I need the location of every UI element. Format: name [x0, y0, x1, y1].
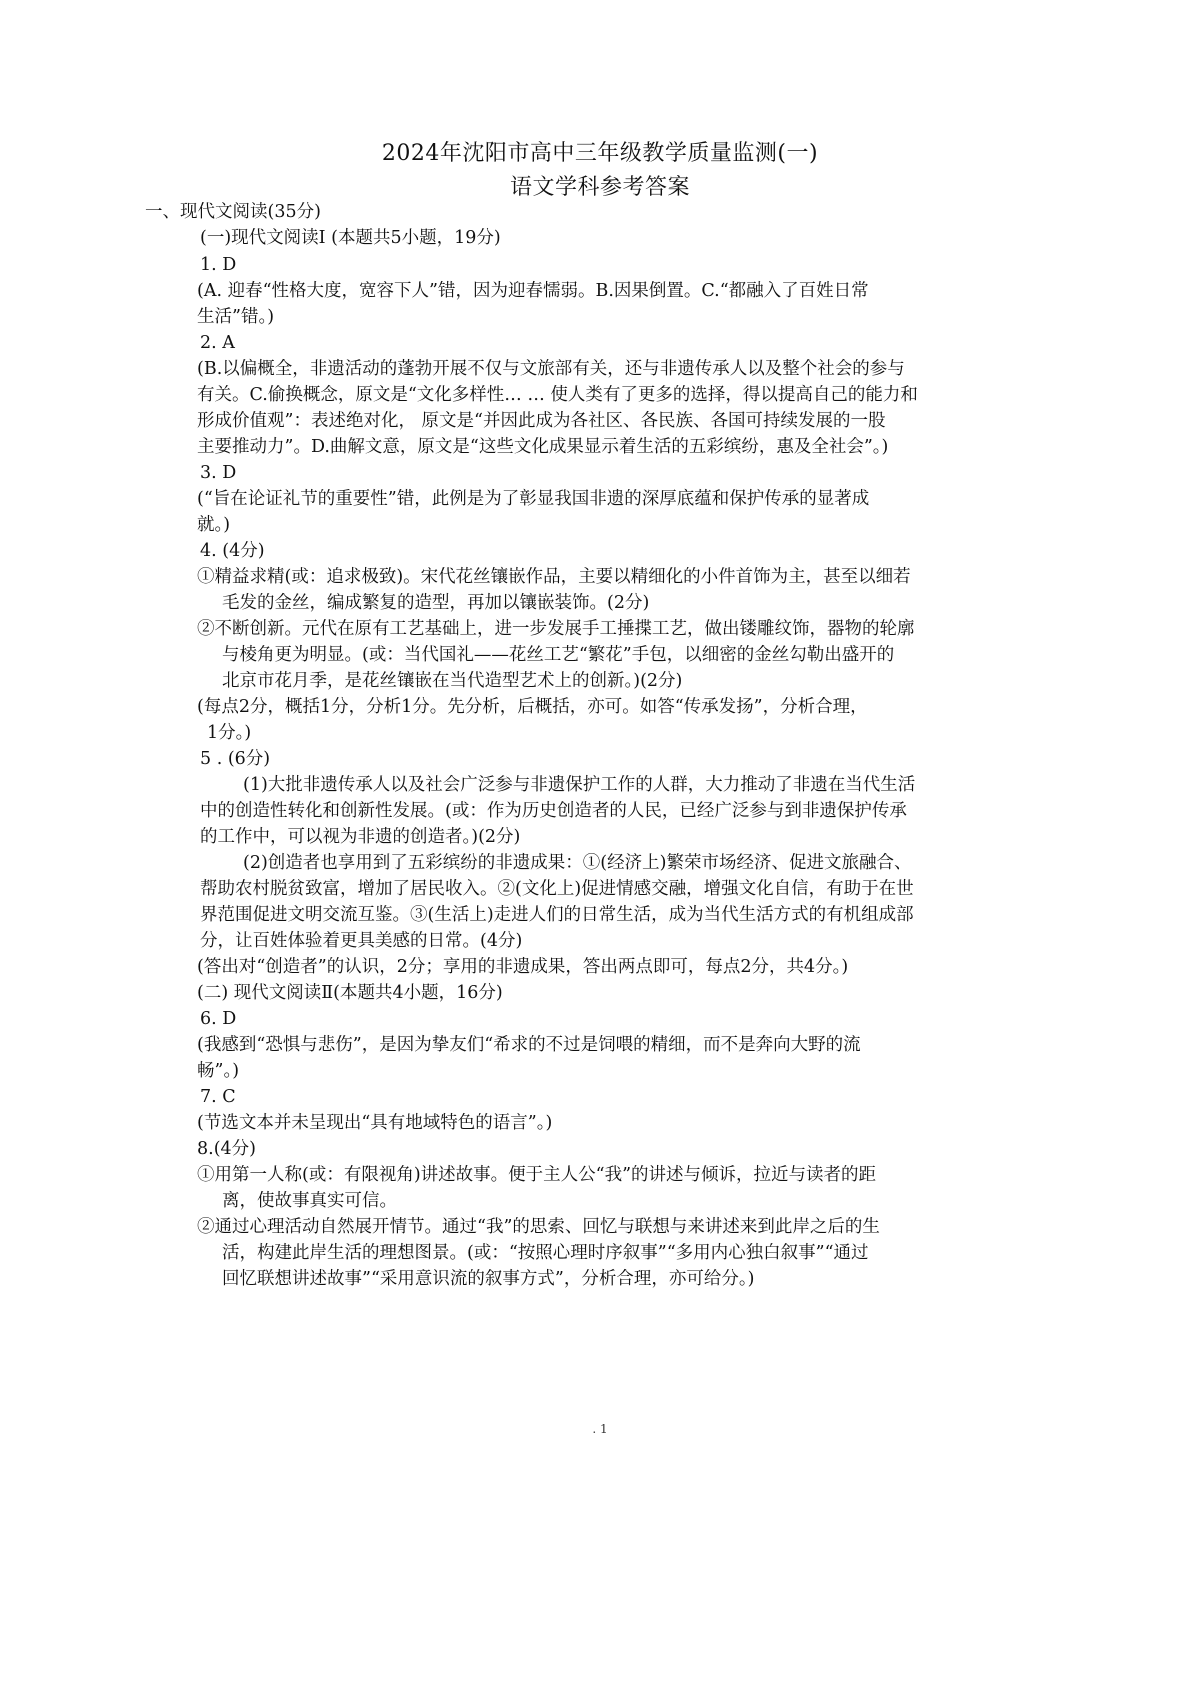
explanation-line: 回忆联想讲述故事”“采用意识流的叙事方式”，分析合理，亦可给分。): [222, 1269, 755, 1289]
explanation-line: 帮助农村脱贫致富，增加了居民收入。②(文化上)促进情感交融，增强文化自信，有助于在世: [200, 879, 914, 899]
explanation-line: (我感到“恐惧与悲伤”，是因为挚友们“希求的不过是饲喂的精细，而不是奔向大野的流: [197, 1035, 861, 1055]
answer-line: 3. D: [200, 463, 237, 483]
page-number: . 1: [592, 1422, 608, 1436]
explanation-line: 与棱角更为明显。(或：当代国礼——花丝工艺“繁花”手包，以细密的金丝勾勒出盛开的: [222, 645, 895, 665]
explanation-line: 离，使故事真实可信。: [222, 1191, 397, 1211]
explanation-line: 界范围促进文明交流互鉴。③(生活上)走进人们的日常生活，成为当代生活方式的有机组成部: [200, 905, 914, 925]
explanation-line: ①用第一人称(或：有限视角)讲述故事。便于主人公“我”的讲述与倾诉，拉近与读者的距: [197, 1165, 877, 1185]
answer-line: 6. D: [200, 1009, 237, 1029]
explanation-line: 有关。C.偷换概念，原文是“文化多样性… … 使人类有了更多的选择，得以提高自己的能力和: [197, 385, 918, 405]
answer-line: 1. D: [200, 255, 237, 275]
explanation-line: 中的创造性转化和创新性发展。(或：作为历史创造者的人民，已经广泛参与到非遗保护传承: [200, 801, 907, 821]
document-title: 2024年沈阳市高中三年级教学质量监测(一): [381, 141, 819, 166]
explanation-line: ①精益求精(或：追求极致)。宋代花丝镶嵌作品，主要以精细化的小件首饰为主，甚至以细若: [197, 567, 911, 587]
document-subtitle: 语文学科参考答案: [509, 175, 690, 200]
explanation-line: 的工作中，可以视为非遗的创造者。)(2分): [200, 827, 521, 847]
explanation-line: 活，构建此岸生活的理想图景。(或：“按照心理时序叙事”“多用内心独白叙事”“通过: [222, 1243, 869, 1263]
answer-line: 5 . (6分): [200, 749, 271, 769]
explanation-line: 畅”。): [197, 1061, 240, 1081]
answer-line: 2. A: [200, 333, 235, 353]
explanation-line: 1分。): [207, 723, 252, 743]
explanation-line: (答出对“创造者”的认识，2分；享用的非遗成果，答出两点即可，每点2分，共4分。): [197, 957, 849, 977]
explanation-line: ②通过心理活动自然展开情节。通过“我”的思索、回忆与联想与来讲述来到此岸之后的生: [197, 1217, 880, 1237]
explanation-line: 生活”错。): [197, 307, 275, 327]
explanation-line: (B.以偏概全，非遗活动的蓬勃开展不仅与文旅部有关，还与非遗传承人以及整个社会的参与: [197, 359, 905, 379]
explanation-line: (节选文本并未呈现出“具有地域特色的语言”。): [197, 1113, 553, 1133]
explanation-line: (“旨在论证礼节的重要性”错，此例是为了彰显我国非遗的深厚底蕴和保护传承的显著成: [197, 489, 870, 509]
explanation-line: (每点2分，概括1分，分析1分。先分析，后概括，亦可。如答“传承发扬”，分析合理，: [197, 697, 868, 717]
explanation-line: 就。): [197, 515, 231, 535]
explanation-line: 形成价值观”：表述绝对化， 原文是“并因此成为各社区、各民族、各国可持续发展的一股: [197, 411, 886, 431]
section-heading: 一、现代文阅读(35分): [145, 202, 321, 222]
explanation-line: 分，让百姓体验着更具美感的日常。(4分): [200, 931, 523, 951]
answer-line: 4. (4分): [200, 541, 265, 561]
explanation-line: 毛发的金丝，编成繁复的造型，再加以镶嵌装饰。(2分): [222, 593, 650, 613]
explanation-line: (A. 迎春“性格大度，宽容下人”错，因为迎春懦弱。B.因果倒置。C.“都融入了百姓日常: [197, 281, 869, 301]
explanation-line: 北京市花月季，是花丝镶嵌在当代造型艺术上的创新。)(2分): [222, 671, 683, 691]
explanation-line: ②不断创新。元代在原有工艺基础上，进一步发展手工捶揲工艺，做出镂雕纹饰，器物的轮廓: [197, 619, 915, 639]
explanation-line: 主要推动力”。D.曲解文意，原文是“这些文化成果显示着生活的五彩缤纷，惠及全社会”。): [197, 437, 889, 457]
explanation-line: (2)创造者也享用到了五彩缤纷的非遗成果：①(经济上)繁荣市场经济、促进文旅融合、: [243, 853, 912, 873]
subsection-heading: (一)现代文阅读Ⅰ (本题共5小题，19分): [200, 228, 501, 248]
explanation-line: (1)大批非遗传承人以及社会广泛参与非遗保护工作的人群，大力推动了非遗在当代生活: [243, 775, 916, 795]
answer-line: 8.(4分): [197, 1139, 256, 1159]
answer-line: 7. C: [200, 1087, 236, 1107]
subsection-heading: (二) 现代文阅读Ⅱ(本题共4小题，16分): [197, 983, 503, 1003]
